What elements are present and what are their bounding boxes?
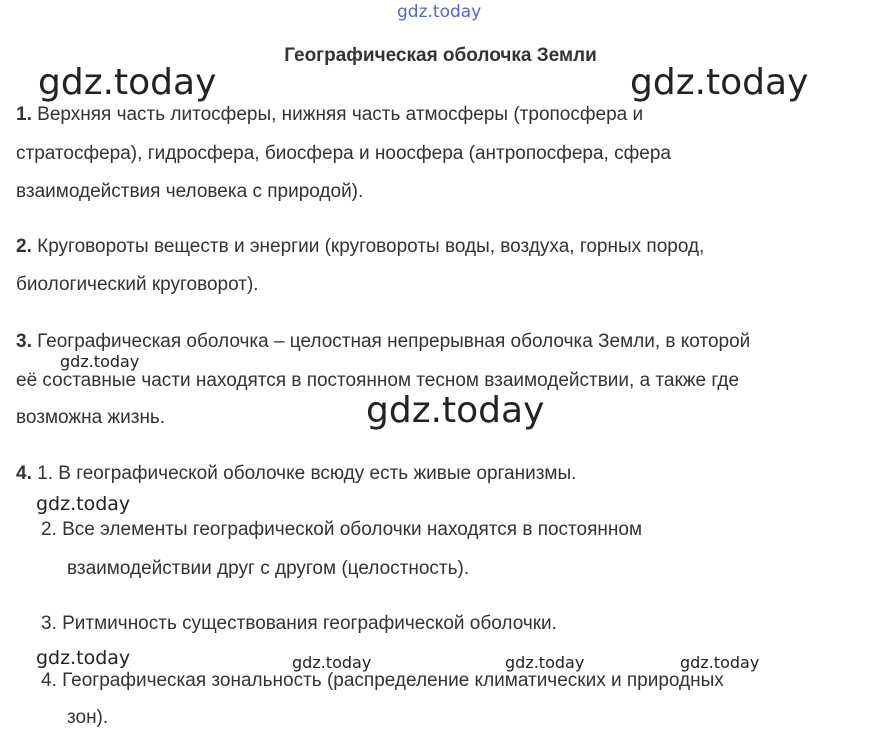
watermark-row-1: gdz.today [292,653,372,672]
item-text: Круговороты веществ и энергии (круговороты воды, воздуха, горных пород, [37,236,705,257]
item-number: 3. [16,331,32,352]
watermark-item4a: gdz.today [36,493,131,515]
watermark-top: gdz.today [397,2,482,22]
item-number: 4. [16,463,32,484]
item-4-sub-4-line-1: 4. Географическая зональность (распределение климатических и природных [41,670,724,691]
item-4-line-1 [16,462,576,486]
watermark-left: gdz.today [38,62,217,103]
item-3-line-2: её составные части находятся в постоянном тесном взаимодействии, а также где [16,370,740,391]
item-3-line-1 [16,330,750,354]
watermark-item4b: gdz.today [36,647,131,669]
item-3-line-3: возможна жизнь. [16,407,166,428]
item-4-sub-2-line-2: взаимодействии друг с другом (целостность). [67,558,470,579]
item-1-line-3: взаимодействия человека с природой). [16,181,364,202]
item-4-sub-3-line-1: 3. Ритмичность существования географической оболочки. [41,613,557,634]
item-4-sub-2-line-1: 2. Все элементы географической оболочки находятся в постоянном [41,519,643,540]
watermark-center: gdz.today [366,390,545,431]
sub-item-text: 1. В географической оболочке всюду есть живые организмы. [37,463,577,484]
page-title: Географическая оболочка Земли [284,45,597,66]
watermark-right: gdz.today [630,62,809,103]
item-text: Географическая оболочка – целостная непрерывная оболочка Земли, в которой [37,331,751,352]
item-text: Верхняя часть литосферы, нижняя часть атмосферы (тропосфера и [37,104,644,125]
watermark-row-2: gdz.today [505,653,585,672]
item-2-line-1 [16,235,704,259]
item-number: 1. [16,104,32,125]
item-1-line-2: стратосфера), гидросфера, биосфера и ноосфера (антропосфера, сфера [16,143,671,164]
watermark-row-3: gdz.today [680,653,760,672]
item-1-line-1 [16,103,643,127]
item-4-sub-4-line-2: зон). [67,707,109,728]
watermark-small: gdz.today [60,352,140,371]
item-number: 2. [16,236,32,257]
item-2-line-2: биологический круговорот). [16,274,259,295]
